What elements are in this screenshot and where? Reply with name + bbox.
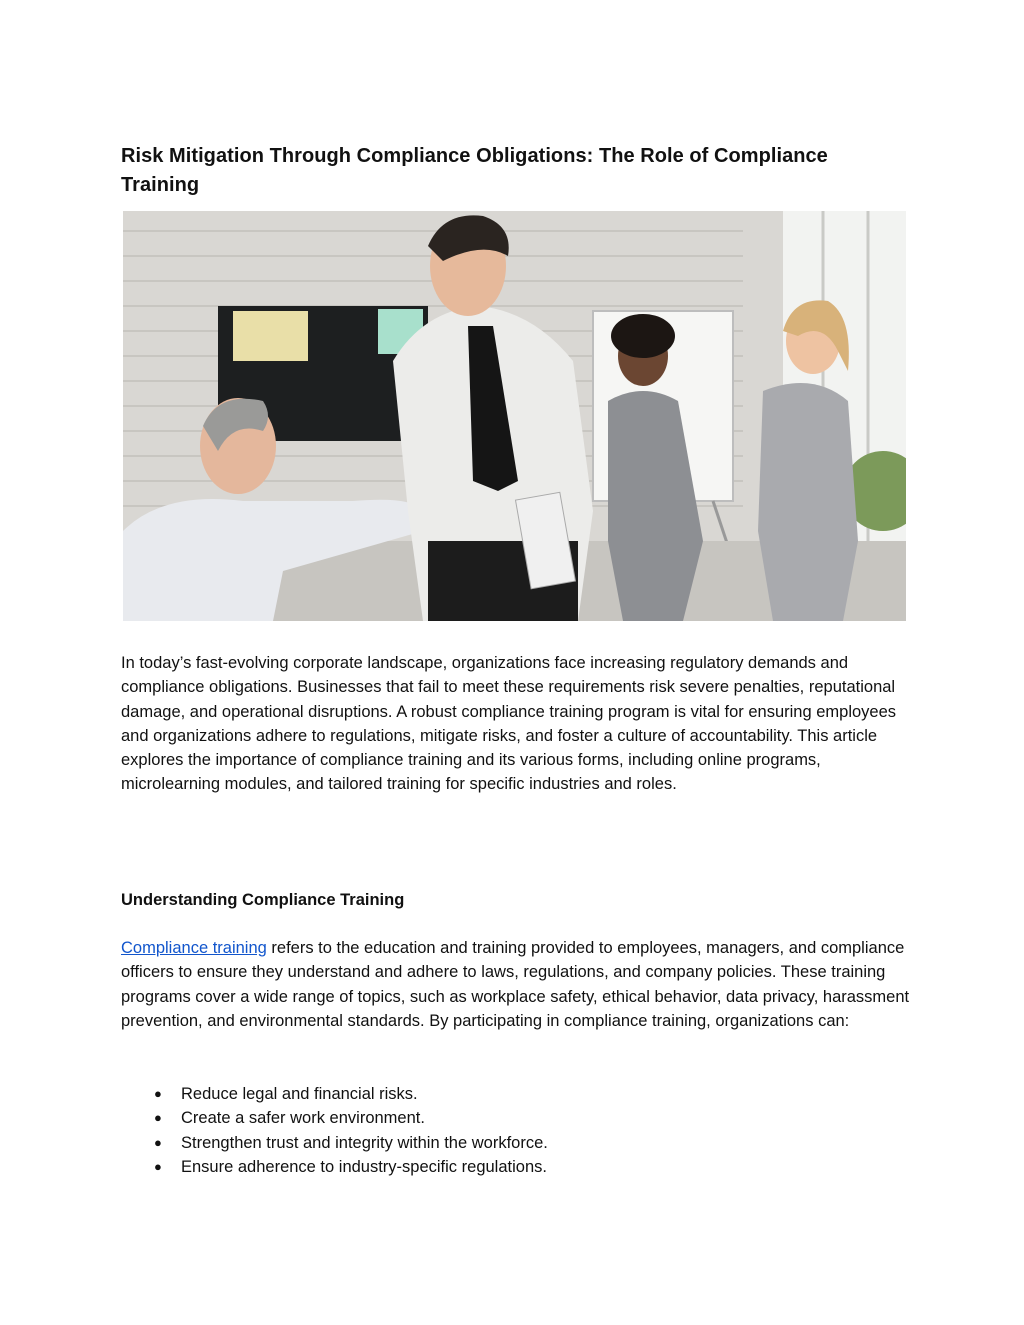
compliance-training-link[interactable]: Compliance training: [121, 939, 267, 957]
list-item-text: Ensure adherence to industry-specific regulations.: [181, 1157, 547, 1176]
list-item: [121, 1106, 548, 1130]
section-paragraph-text: refers to the education and training provided to employees, managers, and compliance officers to ensure they understand and adhere to laws, regulations, and company policies. These training programs cover a wide range of topics, such as workplace safety, ethical behavior, data privacy, harassment prevention, and environmental standards. By participating in compliance training, organizations can:: [121, 939, 910, 1030]
intro-paragraph: In today’s fast-evolving corporate landscape, organizations face increasing regulatory demands and compliance obligations. Businesses that fail to meet these requirements risk severe penalties, reputational damage, and operational disruptions. A robust compliance training program is vital for ensuring employees and organizations adhere to regulations, mitigate risks, and foster a culture of accountability. This article explores the importance of compliance training and its various forms, including online programs, microlearning modules, and tailored training for specific industries and roles.: [121, 654, 897, 794]
office-meeting-photo: [123, 211, 906, 621]
list-item: [121, 1131, 548, 1155]
list-item-text: Reduce legal and financial risks.: [181, 1085, 418, 1103]
benefits-list: [121, 1082, 548, 1179]
section-paragraph: [121, 936, 911, 1033]
bullet-icon: ●: [154, 1110, 162, 1126]
section-heading: Understanding Compliance Training: [121, 891, 405, 909]
list-item-text: Create a safer work environment.: [181, 1109, 425, 1128]
list-item: [121, 1155, 548, 1179]
bullet-icon: ●: [154, 1158, 162, 1174]
list-item-text: Strengthen trust and integrity within the workforce.: [181, 1133, 548, 1152]
list-item: [121, 1082, 548, 1106]
bullet-icon: ●: [154, 1134, 162, 1150]
document-title: Risk Mitigation Through Compliance Obligations: The Role of Compliance Training: [121, 145, 828, 196]
document-page: [121, 142, 911, 1176]
bullet-icon: ●: [154, 1086, 162, 1101]
